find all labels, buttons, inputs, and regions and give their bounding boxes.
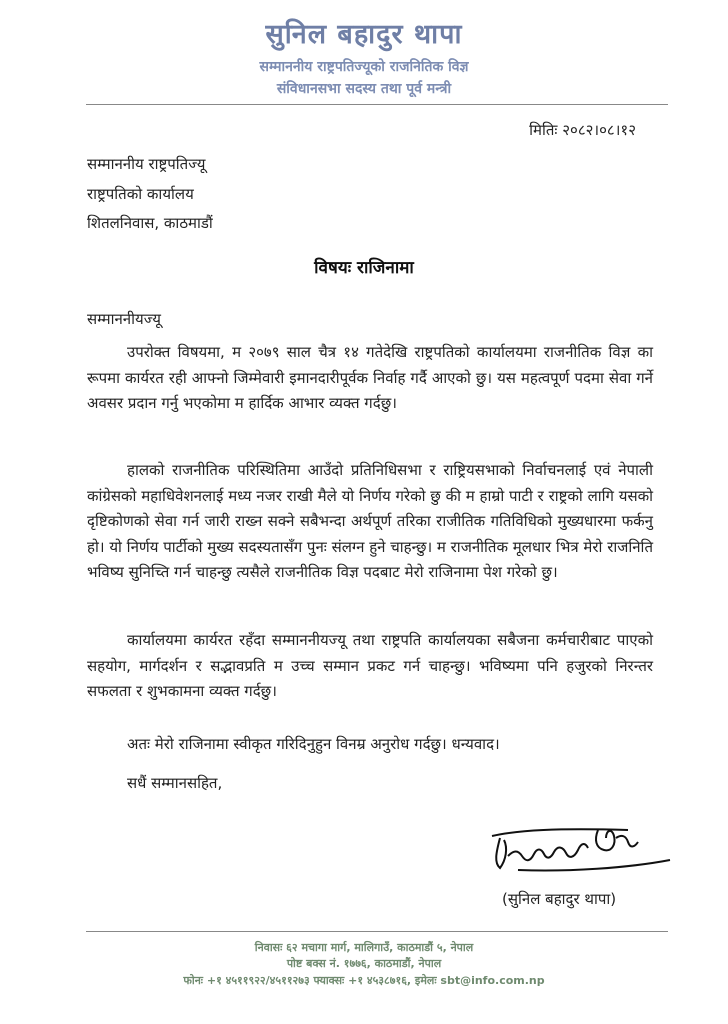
handwritten-signature bbox=[478, 808, 678, 888]
paragraph-3 bbox=[87, 628, 653, 705]
footer-address: निवासः ६२ मचागा मार्ग, मालिगाउँ, काठमाडौं ५, नेपाल bbox=[254, 941, 474, 954]
recipient-line-2: राष्ट्रपतिको कार्यालय bbox=[87, 185, 194, 203]
letterhead-name: सुनिल बहादुर थापा bbox=[265, 19, 463, 50]
paragraph-4 bbox=[87, 732, 653, 758]
recipient-line-3: शितलनिवास, काठमाडौं bbox=[87, 214, 213, 232]
paragraph-1-text: उपरोक्त विषयमा, म २०७९ साल चैत्र १४ गतेदेखि राष्ट्रपतिको कार्यालयमा राजनीतिक विज्ञ का रूपमा कार्यरत रही आफ्नो जिम्मेवारी इमानदारीपूर्वक निर्वाह गर्दै आएको छु। यस महत्वपूर्ण पदमा सेवा गर्ने अवसर प्रदान गर्नु भएकोमा म हार्दिक आभार व्यक्त गर्दछु। bbox=[87, 343, 653, 412]
letter-date: मितिः २०८२।०८।१२ bbox=[529, 121, 636, 139]
signer-name: (सुनिल बहादुर थापा) bbox=[502, 890, 617, 908]
letter-subject: विषयः राजिनामा bbox=[314, 258, 414, 278]
paragraph-2-text: हालको राजनीतिक परिस्थितिमा आउँदो प्रतिनिधिसभा र राष्ट्रियसभाको निर्वाचनलाई एवं नेपाली कांग्रेसको महाधिवेशनलाई मध्य नजर राखी मैले यो निर्णय गरेको छु की म हाम्रो पाटी र राष्ट्रको लागि यसको दृष्टिकोणको सेवा गर्न जारी राख्न सक्ने सबैभन्दा अर्थपूर्ण तरिका राजीतिक गतिविधिको मुख्यधारमा फर्कनु हो। यो निर्णय पार्टीको मुख्य सदस्यतासँग पुनः संलग्न हुने चाहन्छु। म राजनीतिक मूलधार भित्र मेरो राजनिति भविष्य सुनिच्ति गर्न चाहन्छु त्यसैले राजनीतिक विज्ञ पदबाट मेरो राजिनामा पेश गरेको छु। bbox=[87, 461, 653, 581]
letterhead-title-1: सम्माननीय राष्ट्रपतिज्यूको राजनितिक विज्ञ bbox=[259, 59, 469, 75]
paragraph-4-text: अतः मेरो राजिनामा स्वीकृत गरिदिनुहुन विनम्र अनुरोध गर्दछु। धन्यवाद। bbox=[127, 735, 500, 753]
paragraph-1 bbox=[87, 340, 653, 417]
header-divider bbox=[86, 104, 668, 105]
salutation: सम्माननीयज्यू bbox=[87, 310, 161, 328]
recipient-line-1: सम्माननीय राष्ट्रपतिज्यू bbox=[87, 155, 206, 173]
footer-contact: फोनः +१ ४५११९२२/४५११२७३ फ्याक्सः +१ ४५३८७१६, इमेलः sbt@info.com.np bbox=[183, 974, 545, 987]
paragraph-2 bbox=[87, 458, 653, 586]
paragraph-3-text: कार्यालयमा कार्यरत रहँदा सम्माननीयज्यू तथा राष्ट्रपति कार्यालयका सबैजना कर्मचारीबाट पाएको सहयोग, मार्गदर्शन र सद्भावप्रति म उच्च सम्मान प्रकट गर्न चाहन्छु। भविष्यमा पनि हजुरको निरन्तर सफलता र शुभकामना व्यक्त गर्दछु। bbox=[87, 631, 653, 700]
footer-divider bbox=[86, 931, 668, 932]
letterhead-title-2: संविधानसभा सदस्य तथा पूर्व मन्त्री bbox=[276, 81, 452, 97]
closing-line: सधैं सम्मानसहित, bbox=[127, 774, 223, 792]
footer-postbox: पोष्ट बक्स नं. १७७६, काठमाडौं, नेपाल bbox=[286, 957, 442, 970]
